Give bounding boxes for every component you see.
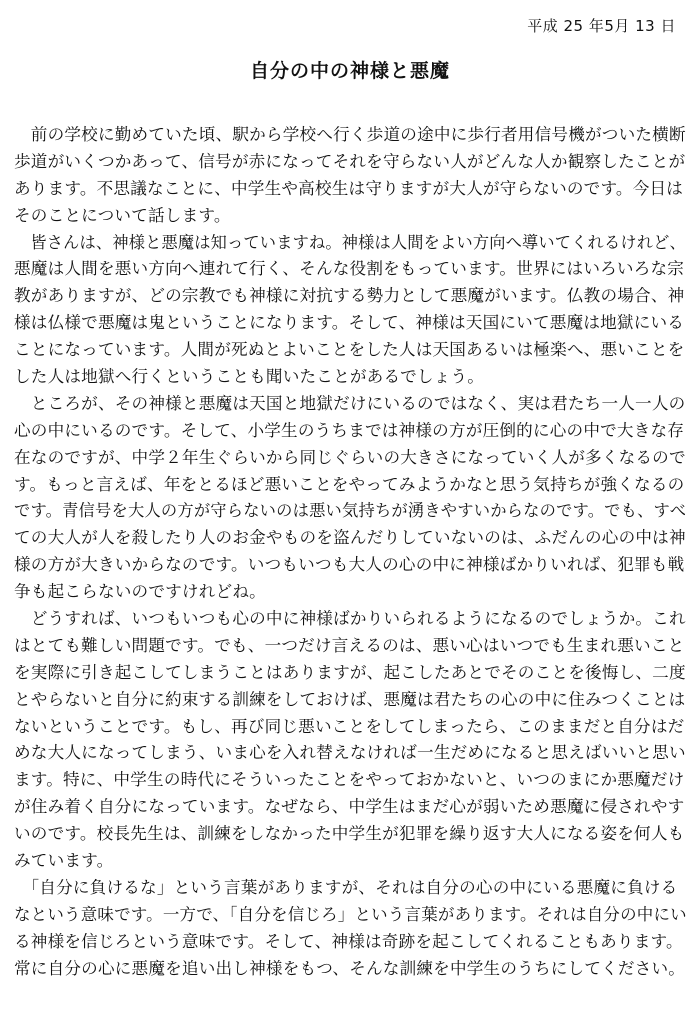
body-line: 前の学校に勤めていた頃、駅から学校へ行く歩道の途中に歩行者用信号機がついた横断 (14, 125, 686, 144)
body-line: ことになっています。人間が死ぬとよいことをした人は天国あるいは極楽へ、悪いことを (14, 340, 685, 360)
body-line: 「自分に負けるな」という言葉がありますが、それは自分の心の中にいる悪魔に負ける (14, 877, 678, 897)
body-line: を実際に引き起こしてしまうことはありますが、起こしたあとでそのことを後悔し、二度 (14, 662, 686, 682)
body-line: 教がありますが、どの宗教でも神様に対抗する勢力として悪魔がいます。仏教の場合、神 (14, 286, 685, 306)
body-line: どうすれば、いつもいつも心の中に神様ばかりいられるようになるのでしょうか。これ (14, 609, 686, 629)
body-text (14, 122, 690, 983)
body-line: 様の方が大きいからなのです。いつもいつも大人の心の中に神様ばかりいれば、犯罪も戦 (14, 555, 685, 575)
body-line: 様は仏様で悪魔は鬼ということになります。そして、神様は天国にいて悪魔は地獄にいる (14, 313, 685, 333)
body-line: そのことについて話します。 (14, 205, 231, 225)
body-line: 争も起こらないのですけれどね。 (14, 582, 266, 602)
body-line: みています。 (14, 851, 114, 871)
page-title: 自分の中の神様と悪魔 (249, 60, 450, 82)
body-line: ます。特に、中学生の時代にそういったことをやっておかないと、いつのまにか悪魔だけ (14, 770, 685, 790)
body-line: 在なのですが、中学２年生ぐらいから同じぐらいの大きさになっていく人が多くなるので (14, 447, 686, 467)
body-line: 皆さんは、神様と悪魔は知っていますね。神様は人間をよい方向へ導いてくれるけれど、 (14, 232, 686, 252)
body-line: ないということです。もし、再び同じ悪いことをしてしまったら、このままだと自分はだ (14, 716, 685, 736)
body-line: ての大人が人を殺したり人のお金やものを盗んだりしていないのは、ふだんの心の中は神 (14, 528, 686, 548)
body-line: が住み着く自分になっています。なぜなら、中学生はまだ心が弱いため悪魔に侵されやす (14, 797, 685, 817)
body-line: めな大人になってしまう、いま心を入れ替えなければ一生だめになると思えばいいと思い (14, 743, 686, 763)
body-line: あります。不思議なことに、中学生や高校生は守りますが大人が守らないのです。今日は (14, 178, 684, 198)
body-line: なという意味です。一方で、「自分を信じろ」という言葉があります。それは自分の中にい (14, 904, 687, 924)
body-line: とやらないと自分に約束する訓練をしておけば、悪魔は君たちの心の中に住みつくことは (14, 689, 686, 709)
body-line: 常に自分の心に悪魔を追い出し神様をもつ、そんな訓練を中学生のうちにしてください。 (14, 958, 686, 978)
body-line: いのです。校長先生は、訓練をしなかった中学生が犯罪を繰り返す大人になる姿を何人も (14, 824, 685, 844)
body-line: した人は地獄へ行くということも聞いたことがあるでしょう。 (14, 367, 485, 387)
body-line: はとても難しい問題です。でも、一つだけ言えるのは、悪い心はいつでも生まれ悪いこと (14, 635, 685, 655)
body-line: 悪魔は人間を悪い方向へ連れて行く、そんな役割をもっています。世界にはいろいろな宗 (14, 259, 685, 279)
body-line: 歩道がいくつかあって、信号が赤になってそれを守らない人がどんな人か観察したことが (14, 151, 686, 171)
body-line: 心の中にいるのです。そして、小学生のうちまでは神様の方が圧倒的に心の中で大きな存 (14, 420, 685, 440)
body-line: です。青信号を大人の方が守らないのは悪い気持ちが湧きやすいからなのです。でも、すべ (14, 501, 687, 521)
body-line: ところが、その神様と悪魔は天国と地獄だけにいるのではなく、実は君たち一人一人の (14, 393, 686, 413)
body-line: す。もっと言えば、年をとるほど悪いことをやってみようかなと思う気持ちが強くなるの (14, 474, 685, 494)
date-line: 平成 25 年5月 13 日 (527, 17, 676, 35)
body-line: る神様を信じろという意味です。そして、神様は奇跡を起こしてくれることもあります。 (14, 931, 683, 951)
